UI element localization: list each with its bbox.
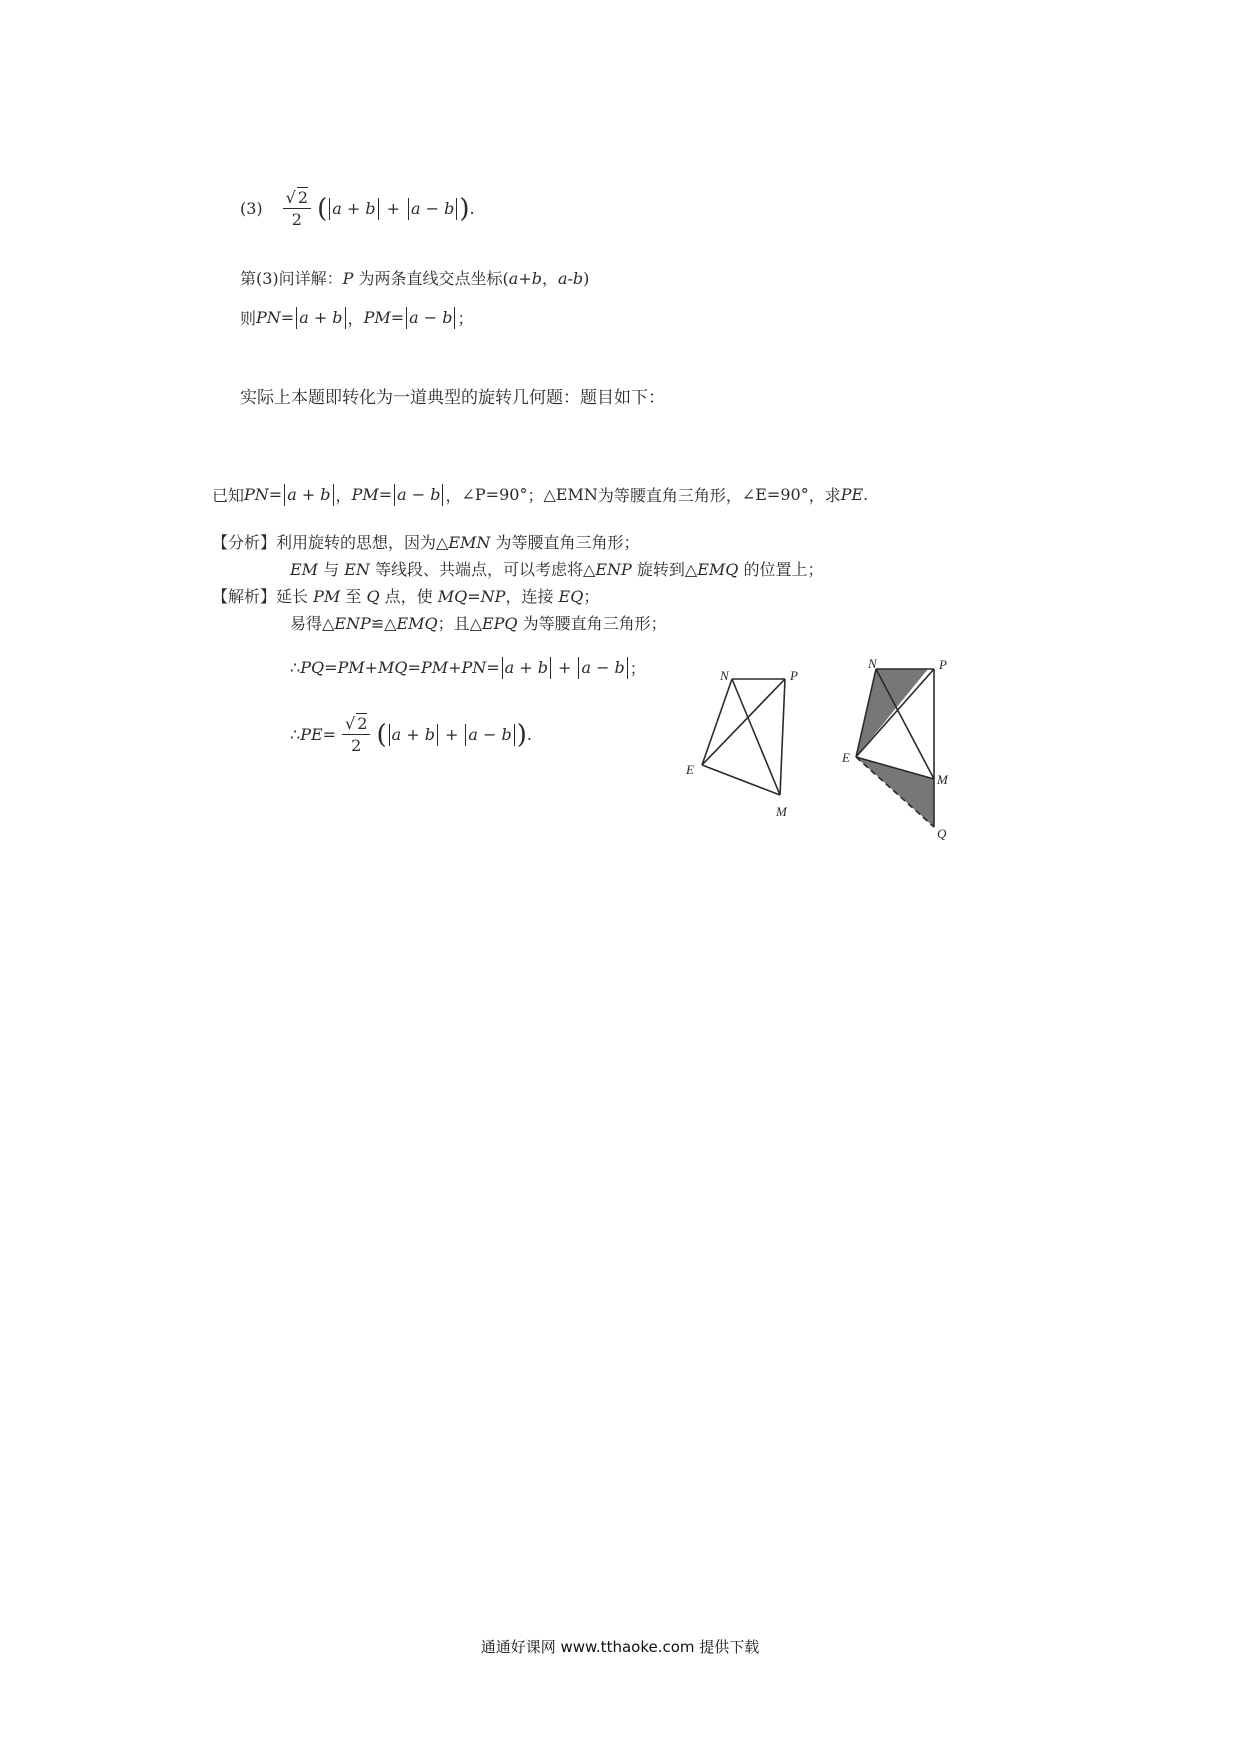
label-m: M <box>937 772 948 787</box>
label-n: N <box>868 656 877 671</box>
analysis-tag: 【分析】 <box>212 533 277 552</box>
convert-line: 实际上本题即转化为一道典型的旋转几何题：题目如下： <box>240 388 665 408</box>
solution-line-2: 易得△ENP≌△EMQ；且△EPQ 为等腰直角三角形； <box>290 614 667 633</box>
label-n: N <box>720 668 729 683</box>
label-e: E <box>686 762 694 777</box>
segment-em <box>702 765 780 795</box>
label-m: M <box>776 804 787 819</box>
analysis-line-1: 【分析】利用旋转的思想，因为△EMN 为等腰直角三角形； <box>212 533 640 552</box>
label-p: P <box>939 657 947 672</box>
solution-line-4: ∴ PE= $\frac{√ 2}{2}$ ( a + b + a − b ) . <box>290 714 532 755</box>
answer-label: (3) <box>240 199 263 218</box>
detail-line: 第(3)问详解：P 为两条直线交点坐标(a+b，a-b) <box>240 269 590 288</box>
label-p: P <box>790 668 798 683</box>
answer-3: (3) $\frac{√ 2}{2}$ ( a + b + a − b ) . <box>240 188 475 229</box>
label-e: E <box>842 750 850 765</box>
figure-1-diagram <box>680 665 830 830</box>
segment-ep <box>702 679 785 765</box>
segment-pm <box>780 679 785 795</box>
solution-line-1: 【解析】延长 PM 至 Q 点，使 MQ=NP，连接 EQ； <box>212 587 600 606</box>
label-q: Q <box>937 826 947 841</box>
segment-ne <box>702 679 732 765</box>
analysis-line-2: EM 与 EN 等线段、共端点，可以考虑将△ENP 旋转到△EMQ 的位置上； <box>290 560 824 579</box>
then-line: 则 PN= a + b ， PM= a − b ； <box>240 308 474 328</box>
figure-2-diagram <box>840 655 970 845</box>
given-line: 已知 PN= a + b ， PM= a − b ， ∠P=90° ； △EMN 为等腰直角三角形， ∠E=90° ，求 PE. <box>212 485 869 505</box>
footer-text: 通通好课网 www.tthaoke.com 提供下载 <box>480 1638 760 1656</box>
solution-tag: 【解析】 <box>212 587 277 606</box>
solution-line-3: ∴ PQ=PM+MQ=PM+PN= a + b + a − b ； <box>290 658 646 678</box>
sqrt2-over-2: $\frac{√ 2}{2}$ <box>283 188 311 229</box>
segment-nm <box>732 679 780 795</box>
